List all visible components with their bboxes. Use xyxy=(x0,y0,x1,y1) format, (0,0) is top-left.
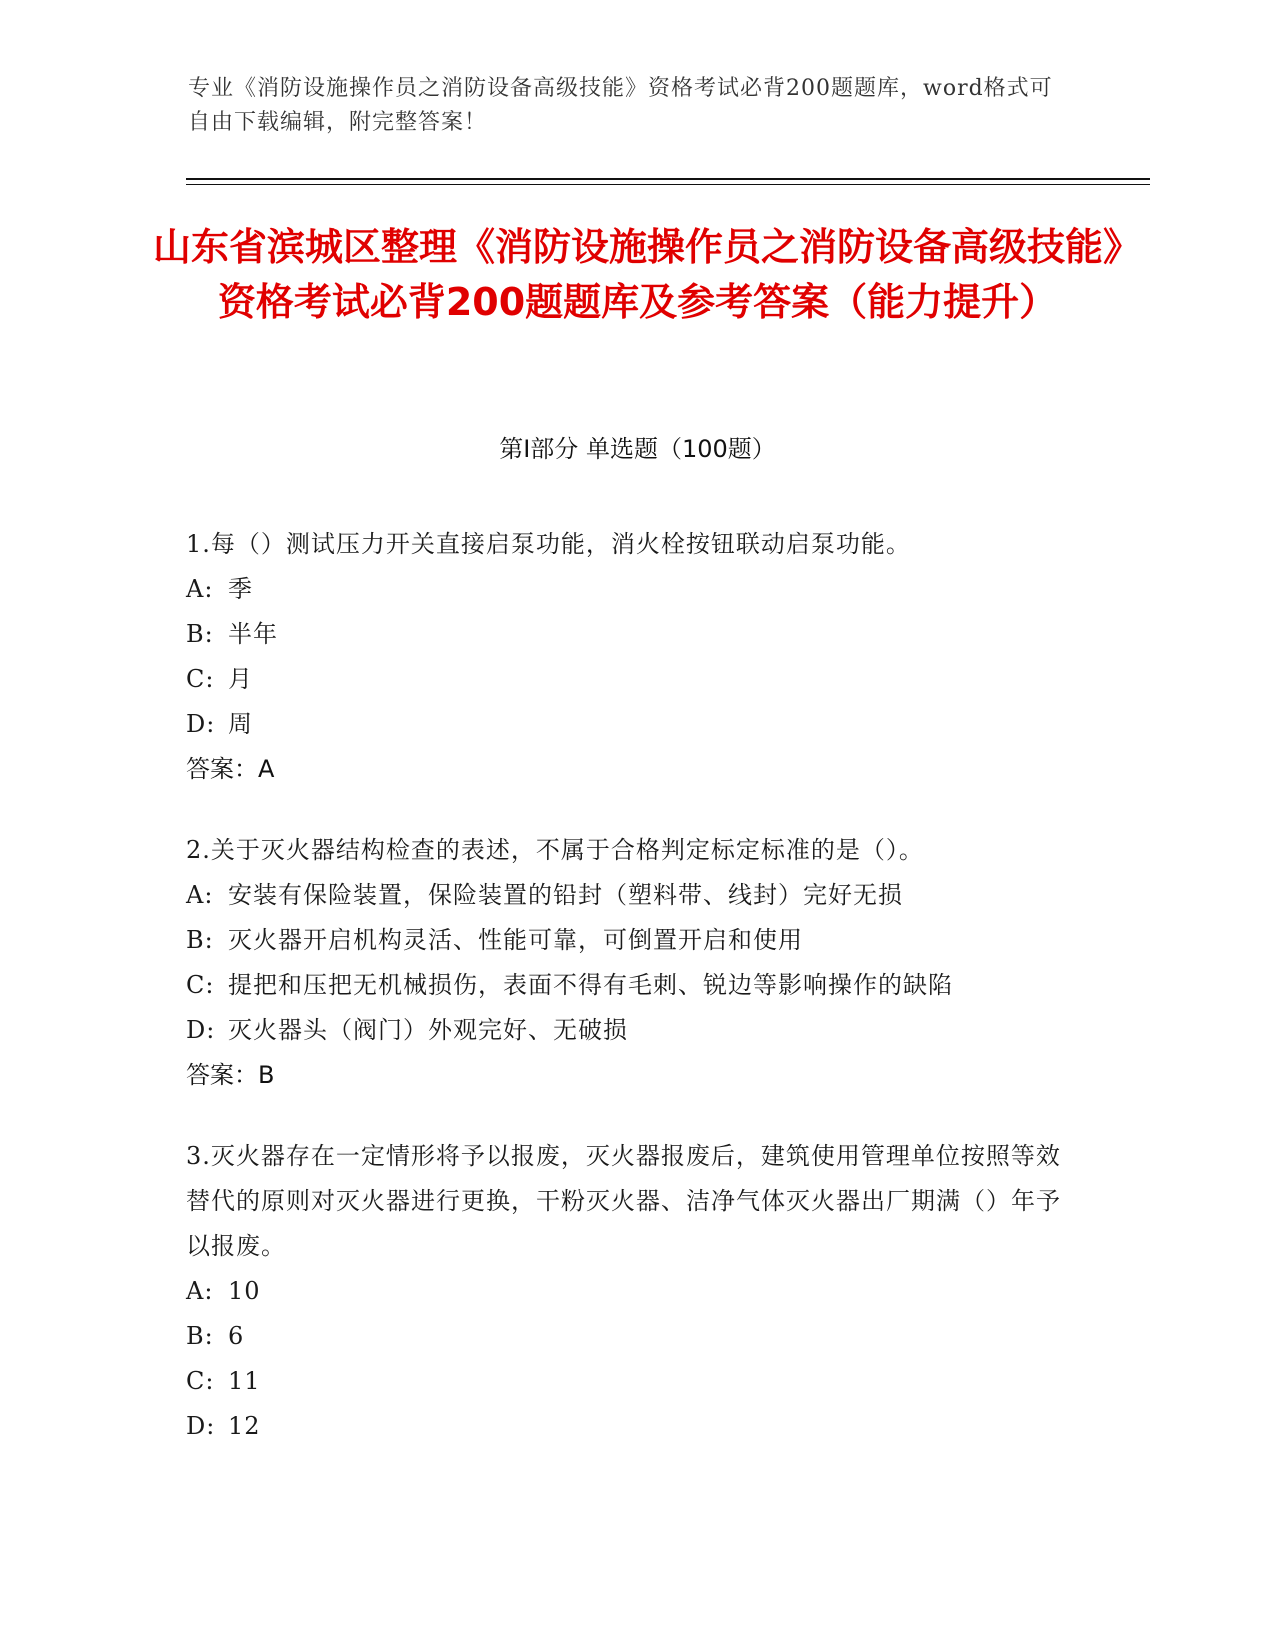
main-title: 山东省滨城区整理《消防设施操作员之消防设备高级技能》资格考试必背200题题库及参考答案（能力提升） xyxy=(152,225,1122,324)
option-key: B: xyxy=(186,1322,214,1350)
option-key: A: xyxy=(186,575,214,603)
option-b xyxy=(186,918,1076,963)
option-text: 周 xyxy=(228,710,253,738)
option-text: 12 xyxy=(228,1412,261,1440)
option-text: 月 xyxy=(228,665,253,693)
option-c xyxy=(186,963,1076,1008)
question-stem: 1.每（）测试压力开关直接启泵功能，消火栓按钮联动启泵功能。 xyxy=(186,530,911,558)
option-key: A: xyxy=(186,1277,214,1305)
option-text: 10 xyxy=(228,1277,261,1305)
header-note: 专业《消防设施操作员之消防设备高级技能》资格考试必背200题题库，word格式可自由下载编辑，附完整答案！ xyxy=(188,76,1053,135)
option-text: 季 xyxy=(228,575,253,603)
option-key: C: xyxy=(186,1367,215,1395)
option-key: B: xyxy=(186,926,214,954)
header-rule-thick xyxy=(186,178,1150,180)
option-key: D: xyxy=(186,1412,216,1440)
section-title: 第Ⅰ部分 单选题（100题） xyxy=(499,435,776,463)
option-c xyxy=(186,657,1076,702)
option-b xyxy=(186,1314,1076,1359)
question-stem: 3.灭火器存在一定情形将予以报废，灭火器报废后，建筑使用管理单位按照等效替代的原则对灭火器进行更换，干粉灭火器、洁净气体灭火器出厂期满（）年予以报废。 xyxy=(186,1142,1061,1260)
question-stem: 2.关于灭火器结构检查的表述，不属于合格判定标定标准的是（）。 xyxy=(186,836,924,864)
option-a xyxy=(186,1269,1076,1314)
option-key: B: xyxy=(186,620,214,648)
option-a xyxy=(186,873,1076,918)
option-d xyxy=(186,1008,1076,1053)
question-1 xyxy=(186,522,1076,792)
question-3 xyxy=(186,1134,1076,1449)
option-text: 灭火器开启机构灵活、性能可靠，可倒置开启和使用 xyxy=(228,926,803,954)
answer: 答案：B xyxy=(186,1061,275,1089)
option-text: 安装有保险装置，保险装置的铅封（塑料带、线封）完好无损 xyxy=(228,881,903,909)
option-c xyxy=(186,1359,1076,1404)
question-2 xyxy=(186,828,1076,1098)
option-d xyxy=(186,1404,1076,1449)
option-key: C: xyxy=(186,971,215,999)
option-text: 半年 xyxy=(228,620,278,648)
option-key: D: xyxy=(186,1016,216,1044)
option-key: C: xyxy=(186,665,215,693)
option-text: 6 xyxy=(228,1322,245,1350)
option-d xyxy=(186,702,1076,747)
option-key: D: xyxy=(186,710,216,738)
answer: 答案：A xyxy=(186,755,275,783)
option-text: 提把和压把无机械损伤，表面不得有毛刺、锐边等影响操作的缺陷 xyxy=(228,971,953,999)
header-rule-thin xyxy=(186,184,1150,185)
option-key: A: xyxy=(186,881,214,909)
option-b xyxy=(186,612,1076,657)
option-a xyxy=(186,567,1076,612)
question-list xyxy=(186,522,1076,1485)
option-text: 灭火器头（阀门）外观完好、无破损 xyxy=(228,1016,628,1044)
option-text: 11 xyxy=(228,1367,261,1395)
